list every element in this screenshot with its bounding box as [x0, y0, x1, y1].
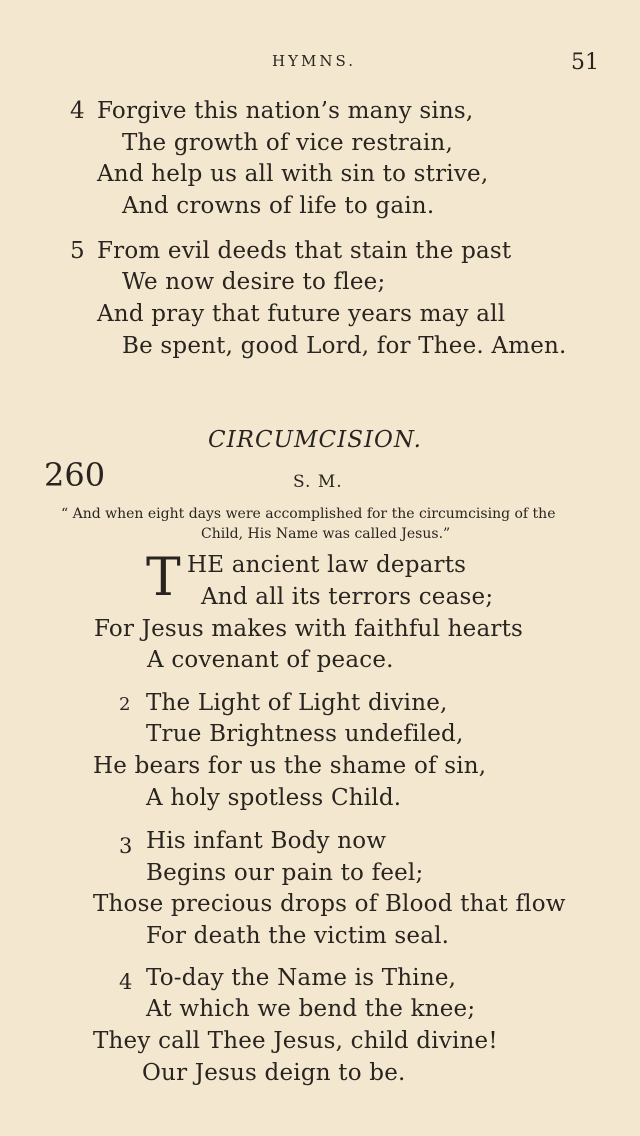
verse-number: 2 [119, 694, 131, 715]
verse-line: And help us all with sin to strive, [97, 161, 489, 187]
verse-line: A holy spotless Child. [146, 785, 402, 811]
verse-line: Begins our pain to feel; [146, 860, 424, 886]
verse-line: The Light of Light divine, [146, 690, 448, 716]
verse-line: He bears for us the shame of sin, [93, 753, 487, 779]
hymn-number: 260 [44, 456, 106, 494]
verse-line: Be spent, good Lord, for Thee. Amen. [122, 333, 567, 359]
verse-line: And all its terrors cease; [201, 584, 494, 610]
verse-line: Those precious drops of Blood that flow [93, 891, 566, 917]
verse-line: His infant Body now [146, 828, 387, 854]
verse-line: And pray that future years may all [97, 301, 506, 327]
epigraph-line: Child, His Name was called Jesus.” [201, 526, 451, 542]
verse-line: Forgive this nation’s many sins, [97, 98, 474, 124]
verse-number: 4 [70, 98, 85, 124]
verse-line: From evil deeds that stain the past [97, 238, 512, 264]
verse-line: HE ancient law departs [187, 552, 467, 578]
verse-line: At which we bend the knee; [146, 996, 476, 1022]
hymn-meter: S. M. [293, 472, 343, 492]
verse-line: And crowns of life to gain. [122, 193, 435, 219]
page-number: 51 [571, 50, 599, 75]
running-head: HYMNS. [272, 52, 356, 70]
verse-line: The growth of vice restrain, [122, 130, 453, 156]
verse-line: We now desire to flee; [122, 269, 386, 295]
drop-cap: T [146, 548, 181, 608]
verse-line: To-day the Name is Thine, [146, 965, 457, 991]
verse-line: For Jesus makes with faithful hearts [94, 616, 524, 642]
verse-number: 3 [119, 834, 133, 858]
verse-number: 5 [70, 238, 85, 264]
verse-line: They call Thee Jesus, child divine! [93, 1028, 498, 1054]
verse-line: Our Jesus deign to be. [142, 1060, 406, 1086]
verse-line: A covenant of peace. [147, 647, 394, 673]
verse-number: 4 [119, 970, 133, 994]
verse-line: True Brightness undefiled, [146, 721, 464, 747]
section-title: CIRCUMCISION. [208, 427, 422, 453]
epigraph-line: “ And when eight days were accomplished for the circumcising of the [61, 506, 556, 522]
verse-line: For death the victim seal. [146, 923, 450, 949]
